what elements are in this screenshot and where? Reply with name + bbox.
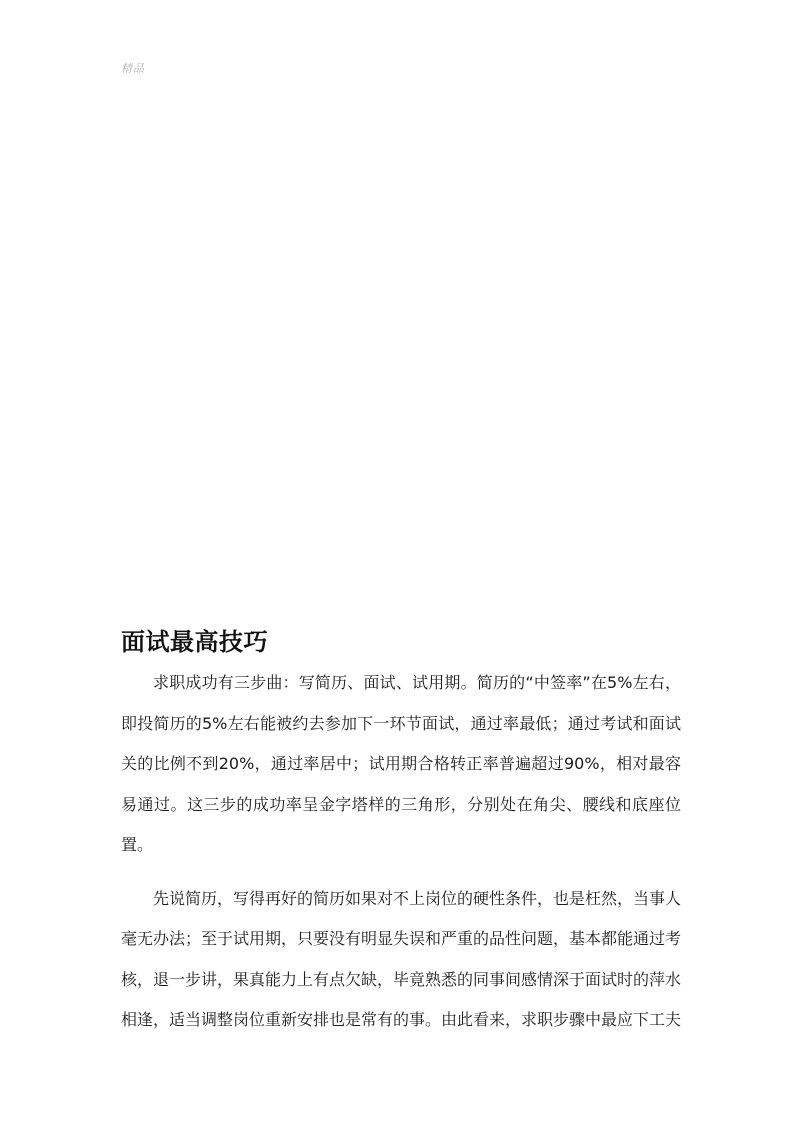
article-title: 面试最高技巧 xyxy=(121,628,268,656)
article-body xyxy=(121,663,681,1041)
header-watermark-label: 精品 xyxy=(121,62,145,75)
paragraph-1: 求职成功有三步曲：写简历、面试、试用期。简历的“中签率”在5%左右，即投简历的5%左右能被约去参加下一环节面试，通过率最低；通过考试和面试关的比例不到20%，通过率居中；试用期合格转正率普遍超过90%，相对最容易通过。这三步的成功率呈金字塔样的三角形，分别处在角尖、腰线和底座位置。 xyxy=(121,673,681,854)
paragraph-2: 先说简历，写得再好的简历如果对不上岗位的硬性条件，也是枉然，当事人毫无办法；至于试用期，只要没有明显失误和严重的品性问题，基本都能通过考核，退一步讲，果真能力上有点欠缺，毕竟熟悉的同事间感情深于面试时的萍水相逢，适当调整岗位重新安排也是常有的事。由此看来，求职步骤中最应下工夫 xyxy=(121,888,682,1029)
